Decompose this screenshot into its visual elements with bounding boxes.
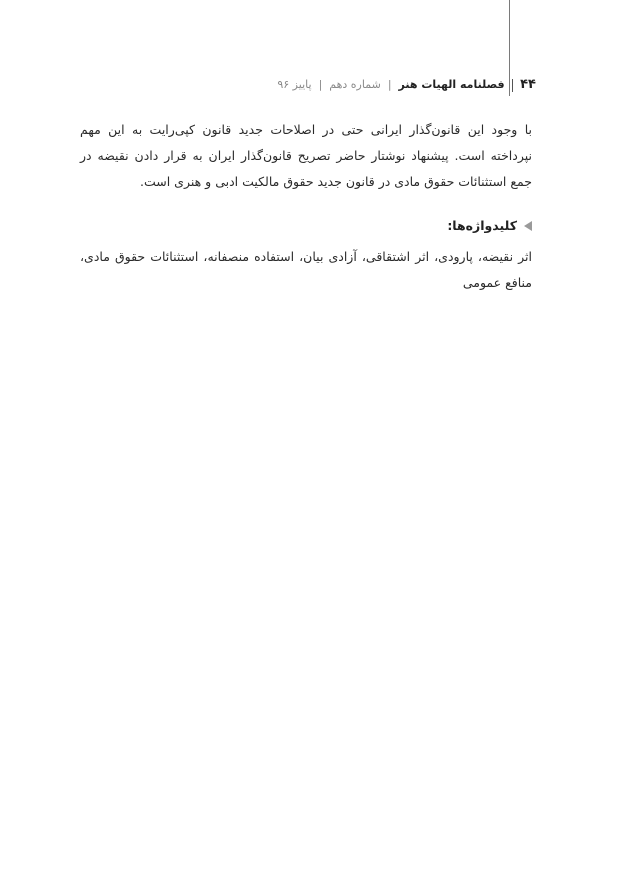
keywords-heading-label: کلیدواژه‌ها: (447, 218, 517, 233)
journal-title: فصلنامه الهیات هنر (398, 78, 505, 91)
season-label: پاییز ۹۶ (277, 78, 312, 91)
keywords-list (80, 244, 532, 296)
header-bar-divider (512, 79, 514, 92)
header-separator: | (387, 78, 392, 91)
abstract-paragraph (80, 117, 532, 195)
header-separator: | (318, 78, 323, 91)
running-header (277, 77, 536, 93)
abstract-text: با وجود این قانون‌گذار ایرانی حتی در اصلاحات جدید قانون کپی‌رایت به این مهم نپرداخته است. پیشنهاد نوشتار حاضر تصریح قانون‌گذار ایران به قرار دادن نقیضه در جمع استثنائات حقوق مادی در قانون جدید حقوق مالکیت ادبی و هنری است. (80, 122, 532, 189)
issue-label: شماره دهم (329, 78, 381, 91)
triangle-bullet-icon (524, 221, 532, 231)
keywords-text: اثر نقیضه، پارودی، اثر اشتقاقی، آزادی بیان، استفاده منصفانه، استثنائات حقوق مادی، منافع عمومی (80, 249, 532, 290)
keywords-heading (447, 218, 532, 233)
page-number: ۴۴ (520, 77, 536, 92)
